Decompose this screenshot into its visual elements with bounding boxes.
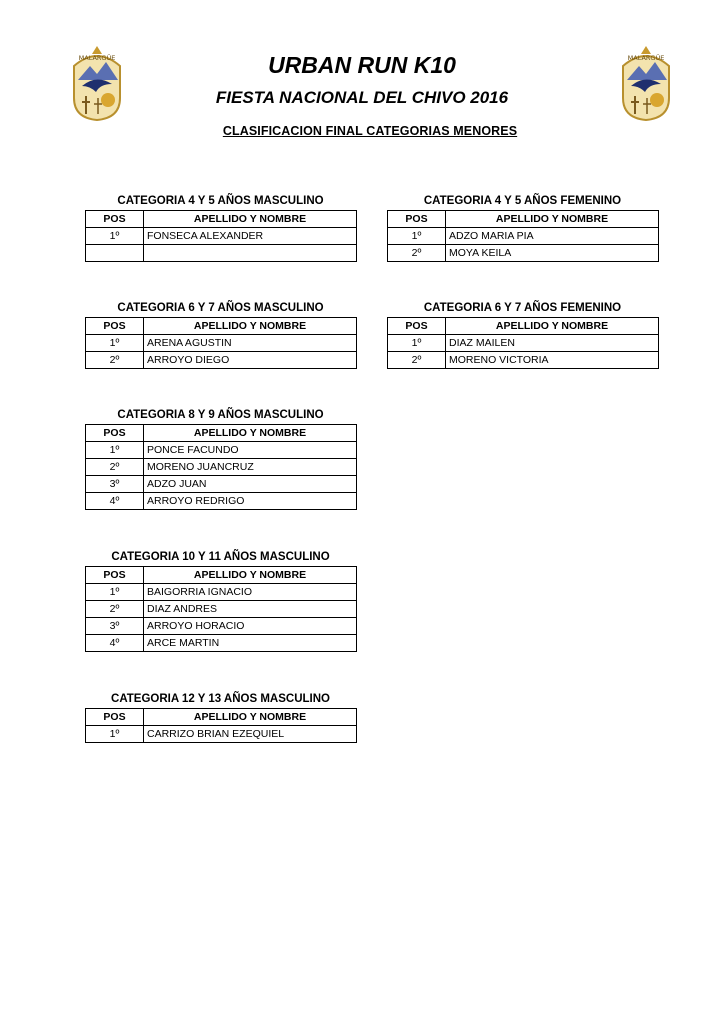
category-block-6-7-masculino — [85, 300, 356, 369]
column-header-pos: POS — [86, 211, 144, 228]
table-header-row — [86, 211, 357, 228]
table-header-row — [86, 318, 357, 335]
table-row — [86, 352, 357, 369]
column-header-pos: POS — [86, 709, 144, 726]
position-cell: 1º — [86, 442, 144, 459]
name-cell: MOYA KEILA — [446, 245, 659, 262]
results-table — [85, 424, 357, 510]
column-header-pos: POS — [388, 211, 446, 228]
position-cell: 2º — [86, 459, 144, 476]
category-block-12-13-masculino — [85, 691, 356, 743]
position-cell: 1º — [86, 584, 144, 601]
results-table — [85, 708, 357, 743]
column-header-name: APELLIDO Y NOMBRE — [144, 567, 357, 584]
category-block-4-5-masculino — [85, 193, 356, 262]
section-heading: CLASIFICACION FINAL CATEGORIAS MENORES — [222, 124, 518, 138]
table-row — [388, 228, 659, 245]
results-table — [387, 210, 659, 262]
name-cell: BAIGORRIA IGNACIO — [144, 584, 357, 601]
position-cell: 2º — [388, 245, 446, 262]
category-title: CATEGORIA 6 Y 7 AÑOS MASCULINO — [117, 302, 324, 314]
position-cell: 2º — [86, 601, 144, 618]
table-row — [86, 442, 357, 459]
table-row — [86, 476, 357, 493]
name-cell: DIAZ ANDRES — [144, 601, 357, 618]
name-cell: CARRIZO BRIAN EZEQUIEL — [144, 726, 357, 743]
table-row — [86, 459, 357, 476]
category-title: CATEGORIA 4 Y 5 AÑOS FEMENINO — [423, 195, 622, 207]
position-cell: 1º — [388, 335, 446, 352]
results-table — [85, 210, 357, 262]
column-header-name: APELLIDO Y NOMBRE — [144, 709, 357, 726]
results-table — [387, 317, 659, 369]
results-table — [85, 566, 357, 652]
position-cell: 3º — [86, 476, 144, 493]
position-cell: 1º — [86, 228, 144, 245]
table-row — [388, 335, 659, 352]
page-title: URBAN RUN K10 — [268, 52, 456, 78]
position-cell: 4º — [86, 493, 144, 510]
column-header-pos: POS — [86, 567, 144, 584]
name-cell: PONCE FACUNDO — [144, 442, 357, 459]
table-row — [388, 352, 659, 369]
category-title: CATEGORIA 12 Y 13 AÑOS MASCULINO — [111, 693, 330, 705]
category-title: CATEGORIA 8 Y 9 AÑOS MASCULINO — [117, 409, 324, 421]
table-row — [86, 584, 357, 601]
name-cell: ADZO JUAN — [144, 476, 357, 493]
column-header-name: APELLIDO Y NOMBRE — [144, 318, 357, 335]
position-cell: 2º — [388, 352, 446, 369]
page-subtitle: FIESTA NACIONAL DEL CHIVO 2016 — [215, 88, 509, 107]
column-header-name: APELLIDO Y NOMBRE — [446, 318, 659, 335]
position-cell: 3º — [86, 618, 144, 635]
name-cell: ARCE MARTIN — [144, 635, 357, 652]
position-cell: 4º — [86, 635, 144, 652]
name-cell: FONSECA ALEXANDER — [144, 228, 357, 245]
name-cell: ARENA AGUSTIN — [144, 335, 357, 352]
column-header-pos: POS — [388, 318, 446, 335]
category-block-6-7-femenino — [387, 300, 658, 369]
table-row — [86, 228, 357, 245]
column-header-pos: POS — [86, 318, 144, 335]
name-cell: DIAZ MAILEN — [446, 335, 659, 352]
category-block-4-5-femenino — [387, 193, 658, 262]
table-row — [86, 493, 357, 510]
name-cell: MORENO VICTORIA — [446, 352, 659, 369]
position-cell: 1º — [86, 335, 144, 352]
table-header-row — [388, 318, 659, 335]
table-row — [86, 335, 357, 352]
position-cell — [86, 245, 144, 262]
table-header-row — [86, 567, 357, 584]
name-cell — [144, 245, 357, 262]
name-cell: ARROYO HORACIO — [144, 618, 357, 635]
name-cell: ADZO MARIA PIA — [446, 228, 659, 245]
name-cell: ARROYO REDRIGO — [144, 493, 357, 510]
table-row — [86, 245, 357, 262]
name-cell: ARROYO DIEGO — [144, 352, 357, 369]
position-cell: 1º — [86, 726, 144, 743]
column-header-name: APELLIDO Y NOMBRE — [144, 211, 357, 228]
category-title: CATEGORIA 4 Y 5 AÑOS MASCULINO — [117, 195, 324, 207]
table-row — [86, 726, 357, 743]
position-cell: 1º — [388, 228, 446, 245]
table-row — [86, 618, 357, 635]
category-block-8-9-masculino — [85, 407, 356, 510]
column-header-name: APELLIDO Y NOMBRE — [144, 425, 357, 442]
category-title: CATEGORIA 6 Y 7 AÑOS FEMENINO — [423, 302, 622, 314]
column-header-name: APELLIDO Y NOMBRE — [446, 211, 659, 228]
table-header-row — [388, 211, 659, 228]
position-cell: 2º — [86, 352, 144, 369]
category-title: CATEGORIA 10 Y 11 AÑOS MASCULINO — [111, 551, 330, 563]
table-row — [86, 601, 357, 618]
column-header-pos: POS — [86, 425, 144, 442]
results-table — [85, 317, 357, 369]
name-cell: MORENO JUANCRUZ — [144, 459, 357, 476]
logo-text-right: MALARGÜE — [627, 54, 665, 62]
category-block-10-11-masculino — [85, 549, 356, 652]
table-row — [86, 635, 357, 652]
table-row — [388, 245, 659, 262]
table-header-row — [86, 425, 357, 442]
logo-text-left: MALARGÜE — [78, 54, 116, 62]
table-header-row — [86, 709, 357, 726]
